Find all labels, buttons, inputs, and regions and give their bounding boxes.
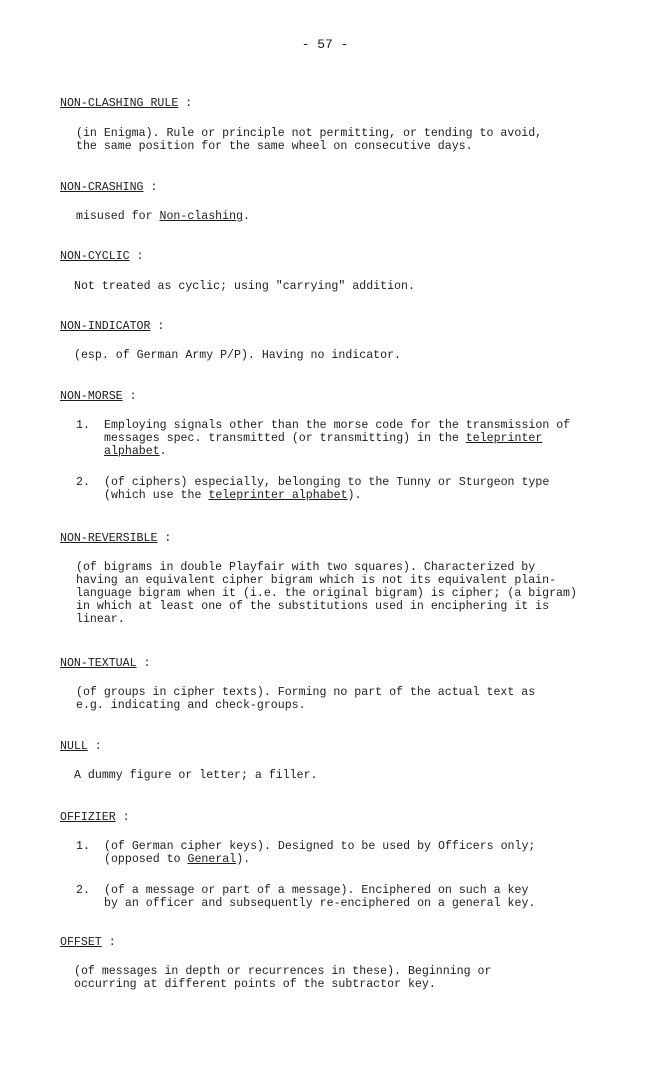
definition-line: alphabet. xyxy=(104,445,167,458)
definition-line: (of groups in cipher texts). Forming no part of the actual text as xyxy=(76,686,536,699)
cross-reference-link: Non-clashing xyxy=(159,210,243,223)
entry-term: NON-TEXTUAL : xyxy=(60,657,151,670)
definition-line: language bigram when it (i.e. the original bigram) is cipher; (a bigram) xyxy=(76,587,577,600)
definition-line: linear. xyxy=(76,613,125,626)
definition-line: (esp. of German Army P/P). Having no indicator. xyxy=(74,349,401,362)
entry-term: NON-CLASHING RULE : xyxy=(60,97,193,110)
definition-line: (opposed to General). xyxy=(104,853,251,866)
definition-line: e.g. indicating and check-groups. xyxy=(76,699,306,712)
definition-line: by an officer and subsequently re-enciphered on a general key. xyxy=(104,897,536,910)
cross-reference-link: General xyxy=(187,853,237,866)
item-number: 2. xyxy=(76,884,90,897)
entry-term: NON-CYCLIC : xyxy=(60,250,144,263)
item-number: 1. xyxy=(76,840,90,853)
definition-line: (which use the teleprinter alphabet). xyxy=(104,489,362,502)
cross-reference-link: teleprinter alphabet xyxy=(208,489,348,502)
definition-line: messages spec. transmitted (or transmitting) in the teleprinter xyxy=(104,432,543,445)
definition-line: (of ciphers) especially, belonging to the Tunny or Sturgeon type xyxy=(104,476,550,489)
page-number: - 57 - xyxy=(301,37,349,52)
definition-line: (of messages in depth or recurrences in these). Beginning or xyxy=(74,965,492,978)
definition-line: (of German cipher keys). Designed to be used by Officers only; xyxy=(104,840,536,853)
entry-term: NON-MORSE : xyxy=(60,390,137,403)
definition-line: the same position for the same wheel on consecutive days. xyxy=(76,140,473,153)
entry-term: NULL : xyxy=(60,740,102,753)
definition-line: misused for Non-clashing. xyxy=(76,210,250,223)
definition-line: in which at least one of the substitutions used in enciphering it is xyxy=(76,600,550,613)
definition-line: A dummy figure or letter; a filler. xyxy=(74,769,318,782)
item-number: 1. xyxy=(76,419,90,432)
cross-reference-link: teleprinter xyxy=(465,432,543,445)
definition-line: Not treated as cyclic; using "carrying" addition. xyxy=(74,280,415,293)
entry-term: OFFIZIER : xyxy=(60,811,130,824)
definition-line: (of bigrams in double Playfair with two squares). Characterized by xyxy=(76,561,536,574)
item-number: 2. xyxy=(76,476,90,489)
entry-term: NON-CRASHING : xyxy=(60,181,158,194)
cross-reference-link: alphabet xyxy=(104,445,160,458)
entry-term: NON-REVERSIBLE : xyxy=(60,532,172,545)
entry-term: NON-INDICATOR : xyxy=(60,320,165,333)
definition-line: (in Enigma). Rule or principle not permitting, or tending to avoid, xyxy=(76,127,543,140)
definition-line: Employing signals other than the morse code for the transmission of xyxy=(104,419,571,432)
entry-term: OFFSET : xyxy=(60,936,116,949)
definition-line: occurring at different points of the subtractor key. xyxy=(74,978,436,991)
definition-line: (of a message or part of a message). Enciphered on such a key xyxy=(104,884,529,897)
definition-line: having an equivalent cipher bigram which is not its equivalent plain- xyxy=(76,574,557,587)
